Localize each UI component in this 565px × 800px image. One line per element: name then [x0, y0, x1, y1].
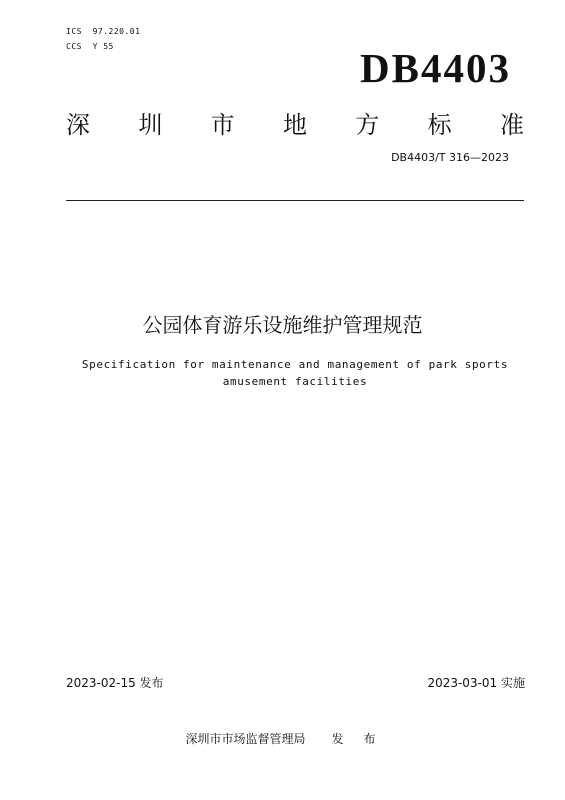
issuer-organization: 深圳市市场监督管理局 — [185, 732, 306, 746]
document-title-chinese: 公园体育游乐设施维护管理规范 — [142, 313, 423, 337]
standard-type-char: 市 — [210, 111, 235, 139]
standard-type-char: 标 — [427, 111, 452, 139]
standard-type-char: 准 — [499, 111, 524, 139]
ics-code: ICS 97.220.01 — [66, 27, 141, 36]
issuing-authority — [0, 731, 565, 747]
standard-type-char: 地 — [282, 111, 307, 139]
standard-type-char: 深 — [66, 111, 90, 139]
standard-type-char: 圳 — [138, 111, 163, 139]
standard-type-heading — [66, 110, 524, 140]
standard-number: DB4403/T 316—2023 — [391, 151, 509, 164]
standard-logo: DB4403 — [360, 45, 511, 91]
standard-type-char: 方 — [355, 111, 380, 139]
ccs-code: CCS Y 55 — [66, 42, 114, 51]
document-title-english: Specification for maintenance and management of park sports amusement facilities — [81, 358, 509, 388]
issuer-verb: 发 布 — [331, 732, 380, 746]
header-divider — [66, 200, 524, 201]
implementation-date: 2023-03-01 实施 — [427, 676, 525, 690]
issue-date: 2023-02-15 发布 — [66, 676, 164, 690]
